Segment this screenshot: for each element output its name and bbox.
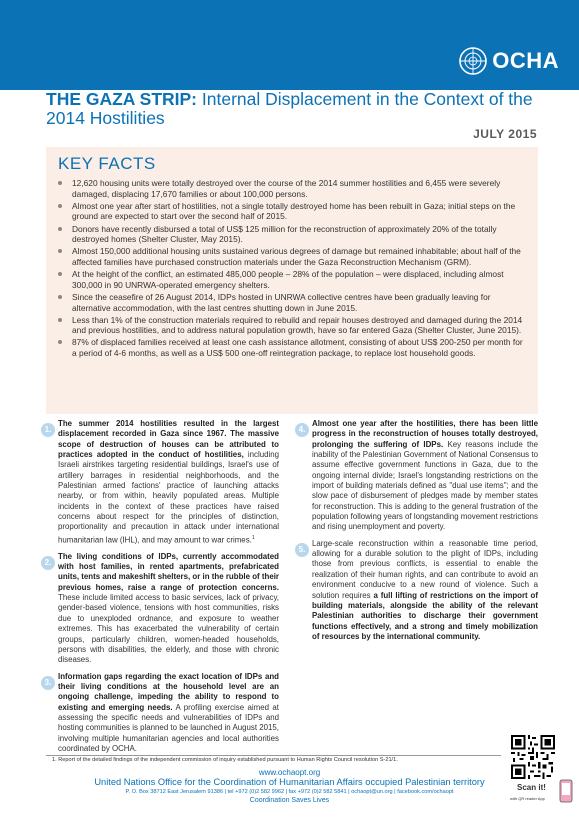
key-fact-text: At the height of the conflict, an estimated 485,000 people – 28% of the population – were displaced, including almost 300,000 in 90 UNRWA-operated emergency shelters.	[72, 269, 504, 290]
title-place: THE GAZA STRIP:	[46, 89, 198, 109]
paragraph-5	[300, 539, 538, 642]
key-fact-item	[58, 201, 528, 222]
key-fact-text: Since the ceasefire of 26 August 2014, IDPs hosted in UNRWA collective centres have been gradually leaving for alternative accommodation, with the last centres shutting down in June 2015.	[72, 291, 491, 313]
key-facts-heading: KEY FACTS	[58, 154, 156, 173]
paragraph-number: 1.	[41, 423, 55, 437]
footer-contact: P. O. Box 38712 East Jerusalem 91386 | tel +972 (0)2 582 9962 | fax +972 (0)2 582 5841 | ochaopt@un.org | facebook.com/ochaopt	[125, 789, 454, 795]
right-column	[300, 419, 538, 648]
key-fact-item	[58, 315, 528, 336]
key-fact-item	[58, 224, 528, 245]
paragraph-lead: Almost one year after the hostilities, there has been little progress in the reconstruction of houses totally destroyed, prolonging the suffering of IDPs.	[312, 419, 538, 449]
key-fact-item	[58, 178, 528, 199]
paragraph-3	[46, 672, 279, 755]
paragraph-text: including Israeli airstrikes targeting residential buildings, Israel's use of artillery barrages in residential neighborhoods, and the Palestinian armed factions' practice of launching attacks nearby, or from within, heavily populated areas. Multiple incidents in the context of these practices have raised concerns about respect for the principles of distinction, proportionality and precaution in attack under international humanitarian law (IHL), and may amount to war crimes.	[58, 450, 279, 545]
paragraph-text: These include limited access to basic services, lack of privacy, gender-based violence, tensions with host communities, risks due to unexploded ordnance, and exposure to weather extremes. This has exacerbated the vulnerability of certain groups, particularly children, women-headed households, persons with disabilities, the elderly, and those with chronic diseases.	[58, 593, 279, 665]
key-fact-text: Donors have recently disbursed a total of US$ 125 million for the reconstruction of approximately 20% of the totally destroyed homes (Shelter Cluster, May 2015).	[72, 223, 497, 245]
left-column	[46, 419, 279, 760]
paragraph-text: Large-scale reconstruction within a reasonable time period, allowing for a durable solution to the plight of IDPs, including those from previous conflicts, is essential to enable the realization of their human rights, and can contribute to avoid an environment conducive to a new round of violence. Such a solution requires	[312, 538, 538, 600]
footer-tagline: Coordination Saves Lives	[249, 797, 330, 804]
paragraph-number: 3.	[41, 676, 55, 690]
footnote-ref: 1	[251, 534, 255, 541]
publication-date: JULY 2015	[473, 127, 537, 141]
qr-sublabel: with QR reader App	[510, 796, 545, 801]
un-emblem-icon	[458, 46, 488, 76]
qr-label: Scan it!	[517, 783, 546, 792]
bullet-icon	[58, 249, 62, 253]
paragraph-number: 4.	[295, 423, 309, 437]
key-fact-text: Less than 1% of the construction materials required to rebuild and repair houses destroyed and damaged during the 2014 and previous hostilities, and to address natural population growth, have so far entered Gaza (Shelter Cluster, June 2015).	[72, 314, 523, 336]
bullet-icon	[58, 295, 62, 299]
paragraph-lead: The summer 2014 hostilities resulted in the largest displacement recorded in Gaza since 1967. The massive scope of destruction of houses can be attributed to practices adopted in the conduct of hostilities,	[58, 419, 279, 460]
header-bar	[0, 0, 579, 90]
key-fact-text: 87% of displaced families received at least one cash assistance allotment, consisting of about US$ 200-250 per month for a period of 4-6 months, as well as a US$ 500 one-off reintegration package, to replace lost household goods.	[72, 337, 523, 359]
key-fact-item	[58, 246, 528, 267]
paragraph-lead: The living conditions of IDPs, currently accommodated with host families, in rented apartments, prefabricated units, tents and makeshift shelters, or in the rubble of their previous homes, raise a range of protection concerns.	[58, 551, 279, 592]
bullet-icon	[58, 318, 62, 322]
key-facts-list	[58, 178, 528, 359]
paragraph-text: Key reasons include the inability of the Palestinian Government of National Consensus to assume effective government functions in Gaza, due to the ongoing internal divide; Israel's longstanding restrictions on the import of building materials defined as "dual use items"; and the slow pace of disbursement of pledges made by member states for reconstruction. This is adding to the general frustration of the population following years of longstanding movement restrictions and rising unemployment and poverty.	[312, 439, 538, 532]
footer	[0, 768, 579, 804]
key-fact-text: 12,620 housing units were totally destroyed over the course of the 2014 summer hostilities and 6,455 were severely damaged, displacing 17,670 families or about 100,000 persons.	[72, 178, 501, 199]
key-fact-item	[58, 337, 528, 358]
bullet-icon	[58, 340, 62, 344]
phone-icon	[559, 779, 573, 803]
paragraph-lead: Information gaps regarding the exact location of IDPs and their living conditions at the household level are an ongoing challenge, impeding the ability to respond to existing and emerging needs.	[58, 671, 279, 712]
bullet-icon	[58, 227, 62, 231]
key-fact-item	[58, 292, 528, 313]
paragraph-number: 2.	[41, 556, 55, 570]
bullet-icon	[58, 204, 62, 208]
key-facts-box	[46, 147, 538, 414]
logo-text: OCHA	[492, 48, 559, 73]
key-fact-item	[58, 269, 528, 290]
footnote-divider	[46, 755, 501, 756]
bullet-icon	[58, 181, 62, 185]
footer-website-link[interactable]: www.ochaopt.org	[258, 768, 321, 777]
paragraph-number: 5.	[295, 543, 309, 557]
paragraph-2	[46, 552, 279, 666]
bullet-icon	[58, 272, 62, 276]
title-subject: Internal Displacement in the Context of the 2014 Hostilities	[46, 89, 533, 128]
page-title	[46, 90, 546, 128]
paragraph-emphasis: a full lifting of restrictions on the import of building materials, alongside the ability of the relevant Palestinian authorities to discharge their government functions effectively, and a strong and timely mobilization of resources by the international community.	[312, 590, 539, 641]
footnote: 1. Report of the detailed findings of the independent commission of inquiry established pursuant to Human Rights Council resolution S-21/1.	[52, 757, 398, 763]
paragraph-4	[300, 419, 538, 533]
key-fact-text: Almost 150,000 additional housing units sustained various degrees of damage but remained inhabitable; about half of the affected families have purchased construction materials under the Gaza Reconstruction Mechanism (GRM).	[72, 246, 521, 267]
ocha-logo	[458, 46, 559, 76]
qr-code-icon[interactable]	[511, 735, 555, 779]
footer-org-name: United Nations Office for the Coordination of Humanitarian Affairs occupied Palestinian territory	[94, 777, 485, 787]
paragraph-text: A profiling exercise aimed at assessing the specific needs and vulnerabilities of IDPs and hosting communities is planned to be launched in August 2015, involving multiple humanitarian agencies and local authorities coordinated by OCHA.	[58, 702, 279, 753]
paragraph-1	[46, 419, 279, 546]
key-fact-text: Almost one year after start of hostilities, not a single totally destroyed home has been rebuilt in Gaza; initial steps on the ground are expected to start over the second half of 2015.	[72, 200, 516, 222]
